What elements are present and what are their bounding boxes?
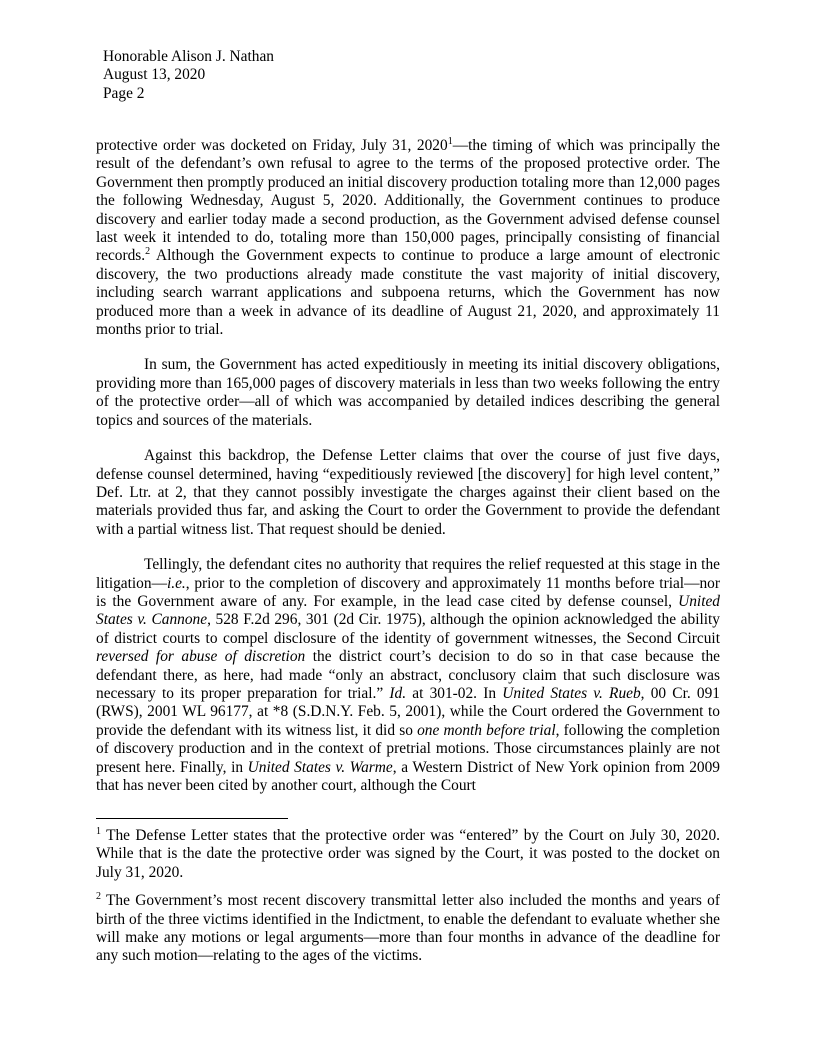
case-citation-warme: United States v. Warme — [247, 758, 393, 776]
paragraph-2: In sum, the Government has acted expeditiously in meeting its initial discovery obligations, providing more than 165,000 pages of discovery materials in less than two weeks following the entry of the protective order—all of which was accompanied by detailed indices describing the general topics and sources of the materials. — [96, 356, 720, 429]
paragraph-4: Tellingly, the defendant cites no authority that requires the relief requested at this stage in the litigation—i.e., prior to the completion of discovery and approximately 11 months before trial—nor is the Government aware of any. For example, in the lead case cited by defense counsel, United States v. Cannone, 528 F.2d 296, 301 (2d Cir. 1975), although the opinion acknowledged the ability of district courts to compel disclosure of the identity of government witnesses, the Second Circuit reversed for abuse of discretion the district court’s decision to do so in that case because the defendant there, as here, had made “only an abstract, conclusory claim that such disclosure was necessary to its proper preparation for trial.” Id. at 301-02. In United States v. Rueb, 00 Cr. 091 (RWS), 2001 WL 96177, at *8 (S.D.N.Y. Feb. 5, 2001), while the Court ordered the Government to provide the defendant with its witness list, it did so one month before trial, following the completion of discovery production and in the context of pretrial motions. Those circumstances plainly are not present here. Finally, in United States v. Warme, a Western District of New York opinion from 2009 that has never been cited by another court, although the Court — [96, 556, 720, 794]
footnote-ref-2: 2 — [145, 246, 151, 258]
recipient-line: Honorable Alison J. Nathan — [103, 48, 274, 65]
ie-abbrev: i.e. — [166, 574, 186, 592]
footnote-ref-1: 1 — [447, 136, 453, 147]
case-citation-rueb: United States v. Rueb — [502, 684, 641, 702]
paragraph-3: Against this backdrop, the Defense Letter claims that over the course of just five days, defense counsel determined, having “expeditiously reviewed [the discovery] for high level content,” Def. Ltr. at 2, that they cannot possibly investigate the charges against their client based on the materials provided thus far, and asking the Court to order the Government to provide the defendant with a partial witness list. That request should be denied. — [96, 447, 720, 538]
date-line: August 13, 2020 — [103, 66, 206, 84]
letter-header — [103, 48, 274, 103]
paragraph-1: protective order was docketed on Friday, July 31, 2020$^1$—the timing of which was principally the result of the defendant’s own refusal to agree to the terms of the proposed protective order. The Government then promptly produced an initial discovery production totaling more than 12,000 pages the following Wednesday, August 5, 2020. Additionally, the Government continues to produce discovery and earlier today made a second production, as the Government advised defense counsel last week it intended to do, totaling more than 150,000 pages, principally consisting of financial records.$^2$ Although the Government expects to continue to produce a large amount of electronic discovery, the two productions already made constitute the vast majority of initial discovery, including search warrant applications and subpoena returns, which the Government has now produced more than a week in advance of its deadline of August 21, 2020, and approximately 11 months prior to trial. — [96, 136, 721, 339]
footnote-2: $^2$ The Government’s most recent discovery transmittal letter also included the months and years of birth of the three victims identified in the Indictment, to enable the defendant to evaluate whether she will make any motions or legal arguments—more than four months in advance of the deadline for any such motion—relating to the ages of the victims. — [96, 891, 720, 965]
footnote-1: $^1$ The Defense Letter states that the protective order was “entered” by the Court on July 30, 2020. While that is the date the protective order was signed by the Court, it was posted to the docket on July 31, 2020. — [96, 826, 720, 881]
footnotes — [96, 827, 720, 976]
footnote-divider — [96, 818, 288, 819]
emphasis-reversed: reversed for abuse of discretion — [96, 648, 306, 666]
emphasis-one-month: one month before trial — [417, 721, 556, 739]
id-citation: Id. — [389, 684, 407, 702]
page-number: Page 2 — [103, 84, 145, 102]
letter-body — [96, 137, 720, 812]
case-citation-cannone: United States v. Cannone — [96, 592, 720, 629]
